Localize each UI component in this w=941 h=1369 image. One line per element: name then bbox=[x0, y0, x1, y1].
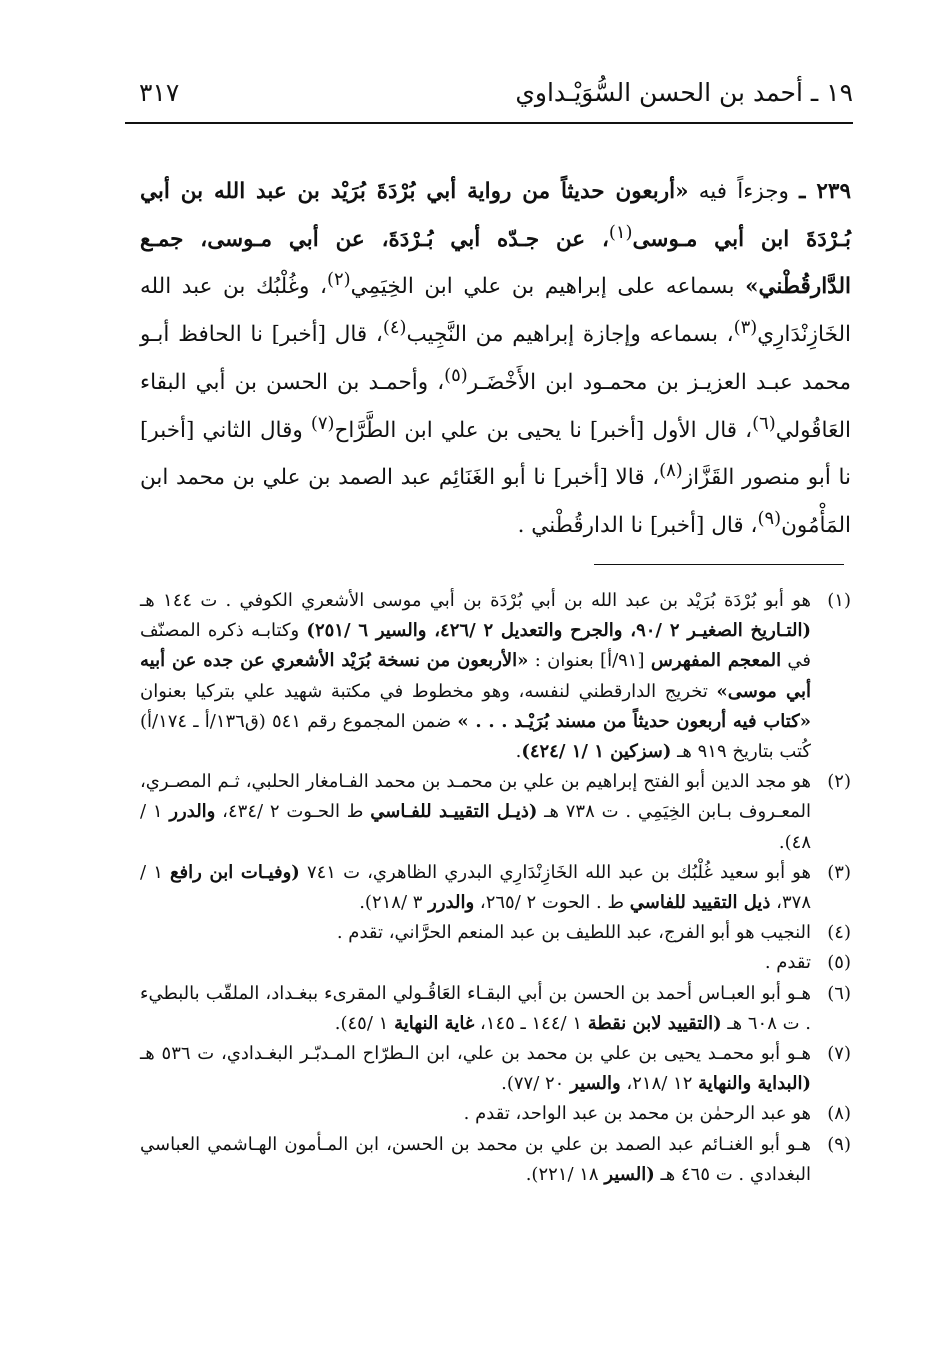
footnote-7 bbox=[140, 1039, 851, 1099]
footnote-ref: (١) bbox=[608, 221, 633, 243]
footnote-number: (١) bbox=[827, 590, 851, 611]
book-title-continued: ، عن جـدّه أبي بُـرْدَةَ، عن أبي مـوسى، جمـع الدَّارقُطْني» bbox=[140, 226, 851, 300]
footnote-number: (٥) bbox=[827, 952, 851, 974]
footnote-2 bbox=[140, 767, 851, 858]
footnote-8 bbox=[140, 1099, 851, 1129]
main-text bbox=[140, 172, 851, 547]
text-segment: وجزءاً فيه bbox=[688, 179, 800, 204]
footnotes bbox=[140, 586, 851, 1190]
footnote-text: هو عبد الرحمٰن بن محمد بن عبد الواحد، تقدم . bbox=[463, 1103, 811, 1125]
footnote-4 bbox=[140, 918, 851, 948]
footnote-source: (السير bbox=[604, 1163, 655, 1185]
footnote-text: ١٨ /٢٢١). bbox=[525, 1163, 605, 1185]
footnote-number: (٤) bbox=[827, 922, 851, 944]
footnote-text: هو أبو سعيد غُلْبُك بن عبد الله الخَازِنْدَارِي البدري الظاهري، ت ٧٤١ bbox=[299, 861, 811, 883]
footnote-number: (٦) bbox=[827, 982, 851, 1004]
footnote-number: (٢) bbox=[827, 771, 851, 793]
footnote-source: «الأربعون من نسخة بُرَيْد الأشعري عن جده عن أبيه أبي موسى» bbox=[140, 650, 811, 702]
footnote-text: ١٢ /٢١٨، bbox=[620, 1073, 699, 1095]
footnote-text: [٩١/أ] بعنوان : bbox=[528, 650, 651, 672]
footnote-text: تخريج الدارقطني لنفسه، وهو مخطوط في مكتبة شهيد علي بتركيا بعنوان bbox=[140, 680, 717, 702]
footnote-ref: (٧) bbox=[310, 412, 335, 434]
footnote-text: هو مجد الدين أبو الفتح إبراهيم بن علي بن محمـد بن محمد الفـامغار الحلبي، ثـم المصـري، المعـروف بـابن الخِيَمِي . ت ٧٣٨ هـ bbox=[140, 771, 811, 823]
footnote-ref: (٤) bbox=[382, 317, 407, 339]
footnote-source: ذيل التقييد للفاسي bbox=[629, 892, 771, 914]
footnote-text: هو أبو بُرْدَة بُرَيْد بن عبد الله بن أبي بُرْدَة بن أبي موسى الأشعري الكوفي . ت ١٤٤ هـ bbox=[140, 590, 811, 611]
footnote-text: ط . الحوت ٢ /٢٦٥، bbox=[474, 892, 630, 914]
footnote-text: وكتابـه ذكره المصنّف في bbox=[140, 620, 811, 672]
footnote-source: والدرر bbox=[428, 892, 475, 914]
text-segment: ، قال [أخبر] نا الدارقُطْني . bbox=[517, 513, 758, 539]
footnote-source: المعجم المفهرس bbox=[650, 650, 782, 672]
text-segment: وقال الثاني [أخبر] نا أبو منصور القَزَّاز bbox=[140, 417, 851, 491]
footnote-text: تقدم . bbox=[764, 952, 811, 974]
footnote-text: هـو أبو العبـاس أحمد بن الحسن بن أبي البقـاء العَاقُـولي المقرىء ببغـداد، الملقّب بالبطيء . ت ٦٠٨ هـ bbox=[140, 982, 811, 1034]
footnote-text: ١ /٣٧٨، bbox=[140, 861, 811, 914]
text-segment: بسماعه على إبراهيم بن علي ابن الخِيَمِي bbox=[350, 274, 746, 300]
footnote-text: ١ /٤٨). bbox=[140, 801, 811, 853]
text-segment: ، وأحمـد بن الحسن بن أبي البقاء العَاقُولي bbox=[140, 370, 852, 443]
footnote-5 bbox=[140, 948, 851, 978]
footnote-text: . bbox=[515, 741, 522, 763]
footnote-source: والدرر bbox=[169, 801, 216, 823]
footnote-ref: (٢) bbox=[326, 269, 351, 291]
text-segment: ، قالا [أخبر] نا أبو الغَنَائِم عبد الصمد بن علي بن محمد ابن المَأْمُون bbox=[140, 465, 851, 539]
footnote-3 bbox=[140, 858, 851, 918]
footnote-ref: (٣) bbox=[733, 317, 758, 339]
footnote-ref: (٥) bbox=[444, 364, 468, 386]
page-number: ٣١٧ bbox=[139, 78, 180, 107]
footnote-text: ٣ /٢١٨). bbox=[359, 892, 429, 914]
footnote-text: هـو أبو الغنـائم عبد الصمد بن علي بن محمد بن الحسن، ابن المـأمون الهـاشمي العباسي البغدادي . ت ٤٦٥ هـ bbox=[140, 1133, 811, 1185]
text-segment: ، وغُلْبُك بن عبد الله الخَازِنْدَارِي bbox=[140, 274, 851, 348]
running-title: ١٩ ـ أحمد بن الحسن السُّوَيْـداوي bbox=[515, 78, 853, 107]
entry-number: ٢٣٩ ـ bbox=[799, 179, 851, 204]
footnote-source: (ذيـل التقييـد للفـاسي bbox=[370, 801, 538, 823]
footnote-divider bbox=[594, 564, 844, 565]
footnote-source: «كتاب فيه أربعون حديثاً من مسند بُرَيْـد . . . » bbox=[457, 710, 811, 732]
footnote-ref: (٨) bbox=[659, 460, 683, 482]
footnote-ref: (٦) bbox=[752, 412, 776, 434]
footnote-source: (سزكين ١ /١ /٤٢٤) bbox=[521, 741, 672, 763]
footnote-number: (٣) bbox=[827, 861, 851, 883]
text-segment: ، بسماعه وإجازة إبراهيم من النَّجِيب bbox=[406, 322, 734, 348]
footnote-source: (وفيـات ابن رافع bbox=[169, 861, 300, 883]
footnote-source: (التقييد لابن نقطة bbox=[587, 1012, 722, 1034]
footnote-ref: (٩) bbox=[757, 508, 782, 530]
footnote-text: ١ /٤٥). bbox=[334, 1012, 395, 1034]
footnote-source: (التـاريخ الصغيـر ٢ /٩٠، والجرح والتعديل ٢ /٤٢٦، والسير ٦ /٢٥١) bbox=[306, 620, 812, 642]
footnote-source: (البداية والنهاية bbox=[698, 1073, 811, 1095]
footnote-source: غاية النهاية bbox=[394, 1012, 475, 1034]
text-segment: ، قال [أخبر] نا الحافظ أبـو محمد عبـد العزيـز بن محمـود ابن الأَخْضَـر bbox=[140, 322, 852, 395]
footnote-source: والسير bbox=[570, 1073, 621, 1095]
footnote-text: هـو أبو محمـد يحيى بن علي بن محمد بن علي، ابن الـطرّاح المـدبّـر البغـدادي، ت ٥٣٦ هـ bbox=[140, 1043, 811, 1065]
footnote-number: (٧) bbox=[827, 1043, 851, 1065]
book-title: «أربعون حديثاً من رواية أبي بُرْدَةَ بُرَيْد بن عبد الله بن أبي بُـرْدَةَ ابن أبي مـوسى bbox=[140, 179, 851, 252]
footnote-1 bbox=[140, 586, 851, 767]
footnote-text: ط الحـوت ٢ /٤٣٤، bbox=[215, 801, 371, 823]
footnote-number: (٨) bbox=[827, 1103, 851, 1125]
footnote-text: ٢٠ /٧٧). bbox=[501, 1073, 571, 1095]
footnote-9 bbox=[140, 1130, 851, 1190]
footnote-6 bbox=[140, 979, 851, 1039]
page-header bbox=[125, 74, 853, 124]
footnote-number: (٩) bbox=[827, 1133, 851, 1155]
footnote-text: ضمن المجموع رقم ٥٤١ (ق١٣٦/أ ـ ١٧٤/أ) كُتب بتاريخ ٩١٩ هـ bbox=[140, 710, 811, 763]
footnote-text: ١ /١٤٤ ـ ١٤٥، bbox=[474, 1012, 588, 1034]
footnote-text: النجيب هو أبو الفرج، عبد اللطيف بن عبد المنعم الحرَّاني، تقدم . bbox=[336, 922, 811, 944]
text-segment: ، قال الأول [أخبر] نا يحيى بن علي ابن الطَّرَّاح bbox=[334, 417, 753, 443]
